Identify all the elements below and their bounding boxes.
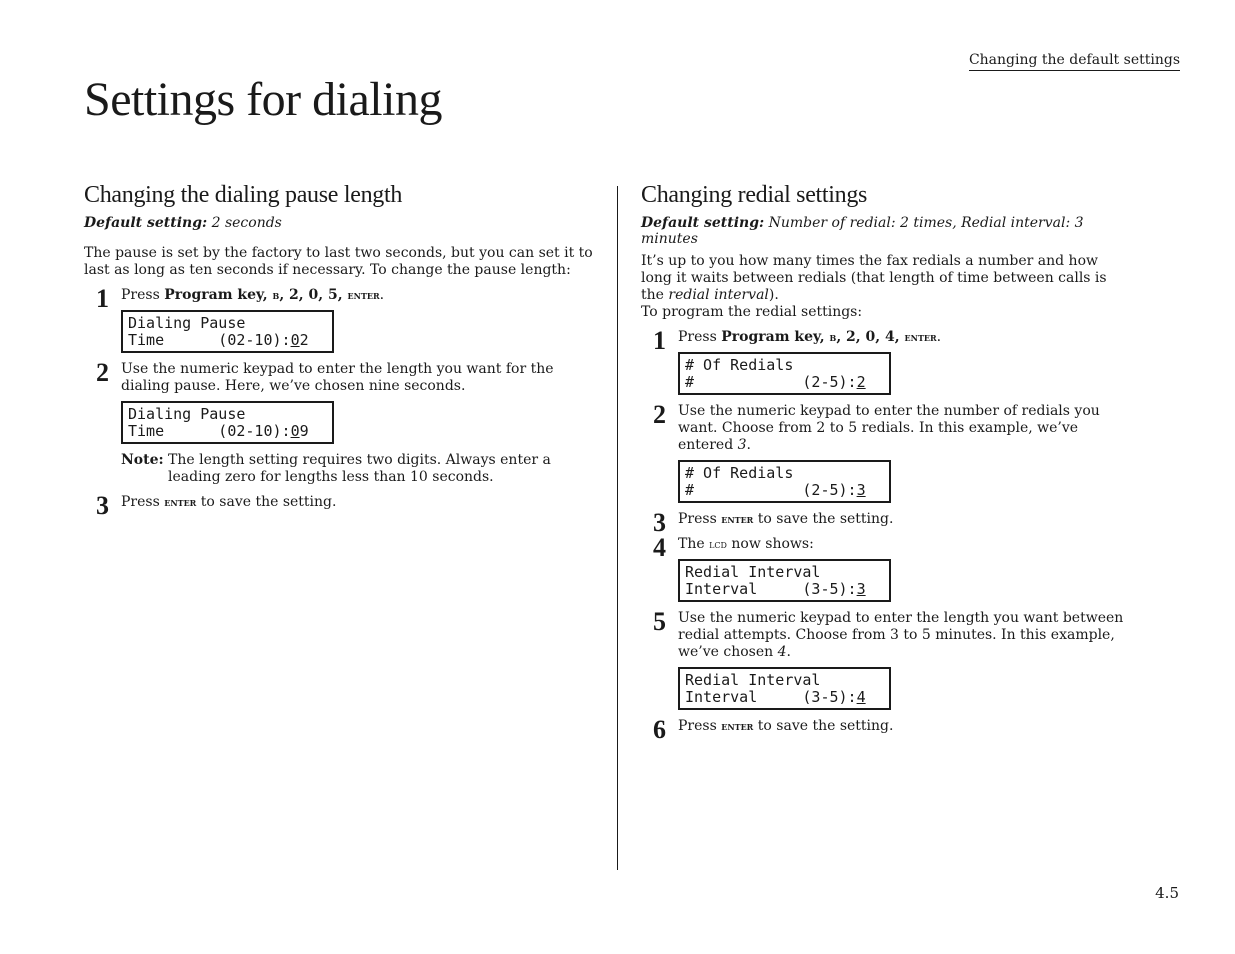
lcd-cursor: 2 xyxy=(856,373,866,391)
step-number: 3 xyxy=(653,508,666,537)
step-text-part: now shows: xyxy=(726,536,814,552)
step-1 xyxy=(641,326,1131,395)
step-number: 4 xyxy=(653,533,666,562)
running-head: Changing the default settings xyxy=(969,52,1180,71)
step-text-part: to save the setting. xyxy=(753,511,894,527)
default-setting xyxy=(641,215,1131,247)
intro-paragraph-2: To program the redial settings: xyxy=(641,304,863,320)
step-text xyxy=(121,494,594,511)
program-key-label: Program key, xyxy=(721,329,830,345)
intro-paragraph: The pause is set by the factory to last two seconds, but you can set it to last as long as ten seconds if necessary. To change the pause length: xyxy=(84,245,593,278)
default-setting-value: 2 seconds xyxy=(211,215,282,231)
step-emphasis: 3 xyxy=(737,437,747,453)
step-number: 5 xyxy=(653,607,666,636)
default-setting-label: Default setting: xyxy=(84,215,208,231)
step-number: 3 xyxy=(96,491,109,520)
enter-key-label: enter xyxy=(721,512,754,526)
page-number: 4.5 xyxy=(1155,884,1179,902)
lcd-cursor: 0 xyxy=(290,331,300,349)
step-text xyxy=(678,536,1131,553)
step-text-part: Use the numeric keypad to enter the number of redials you want. Choose from 2 to 5 redials. In this example, we’ve entered xyxy=(678,403,1100,453)
section-heading: Changing the dialing pause length xyxy=(84,182,403,208)
lcd-display xyxy=(121,401,334,444)
enter-key-label: enter xyxy=(721,719,754,733)
step-emphasis: 4 xyxy=(777,644,787,660)
lcd-text: # (2-5): xyxy=(685,481,857,499)
step-text xyxy=(678,610,1131,661)
lcd-line-2 xyxy=(685,689,885,706)
section-redial-settings xyxy=(641,182,1131,743)
lcd-line-1: # Of Redials xyxy=(685,464,794,482)
step-number: 1 xyxy=(96,284,109,313)
step-text: Use the numeric keypad to enter the length you want for the dialing pause. Here, we’ve chosen nine seconds. xyxy=(121,361,554,394)
step-number: 6 xyxy=(653,715,666,744)
step-text-part: Press xyxy=(121,494,165,510)
lcd-text: Time (02-10): xyxy=(128,331,291,349)
step-text-part: to save the setting. xyxy=(753,718,894,734)
step-text xyxy=(678,329,1131,346)
lcd-text: Time (02-10): xyxy=(128,422,291,440)
program-key-label: Program key, xyxy=(164,287,273,303)
lcd-display xyxy=(678,667,891,710)
step-number: 2 xyxy=(96,358,109,387)
lcd-line-1: Redial Interval xyxy=(685,671,821,689)
step-text xyxy=(678,718,1131,735)
lcd-line-2 xyxy=(128,332,328,349)
step-text-part: Use the numeric keypad to enter the length you want between redial attempts. Choose from 3 to 5 minutes. In this example, we’ve chosen xyxy=(678,610,1124,660)
lcd-display xyxy=(121,310,334,353)
step-text xyxy=(121,287,594,304)
step-3 xyxy=(641,508,1131,537)
step-2 xyxy=(641,400,1131,503)
lcd-text: 9 xyxy=(299,422,309,440)
lcd-abbreviation: lcd xyxy=(709,537,727,551)
step-text-part: . xyxy=(936,329,942,345)
lcd-cursor: 3 xyxy=(856,580,866,598)
key-sequence: , 2, 0, 5, xyxy=(279,287,348,303)
lcd-cursor: 3 xyxy=(856,481,866,499)
lcd-line-1: Dialing Pause xyxy=(128,405,246,423)
step-text xyxy=(678,403,1131,454)
lcd-line-2 xyxy=(685,581,885,598)
lcd-display xyxy=(678,559,891,602)
default-setting-label: Default setting: xyxy=(641,215,765,231)
lcd-line-1: Redial Interval xyxy=(685,563,821,581)
default-setting-value: Number of redial: 2 times, Redial interval: 3 minutes xyxy=(641,215,1084,247)
step-text-part: to save the setting. xyxy=(196,494,337,510)
step-text-part: Press xyxy=(678,329,722,345)
column-divider xyxy=(617,186,618,870)
default-setting xyxy=(84,215,594,231)
step-text xyxy=(678,511,1131,528)
lcd-line-2 xyxy=(128,423,328,440)
step-4 xyxy=(641,533,1131,602)
step-text-part: Press xyxy=(121,287,165,303)
lcd-line-2 xyxy=(685,374,885,391)
lcd-cursor: 0 xyxy=(290,422,300,440)
step-number: 1 xyxy=(653,326,666,355)
intro-emphasis: redial interval xyxy=(668,287,769,303)
step-1 xyxy=(84,284,594,353)
step-number: 2 xyxy=(653,400,666,429)
section-heading: Changing redial settings xyxy=(641,182,868,208)
intro-text: ). xyxy=(768,287,779,303)
step-text-part: The xyxy=(678,536,710,552)
lcd-display xyxy=(678,352,891,395)
note-text: The length setting requires two digits. Always enter a leading zero for lengths less than 10 seconds. xyxy=(168,452,551,485)
step-2 xyxy=(84,358,594,444)
step-5 xyxy=(641,607,1131,710)
section-dialing-pause xyxy=(84,182,594,519)
enter-key-label: enter xyxy=(904,330,937,344)
step-text-part: . xyxy=(786,644,791,660)
key-sequence: , 2, 0, 4, xyxy=(836,329,905,345)
lcd-text: Interval (3-5): xyxy=(685,580,857,598)
lcd-line-1: Dialing Pause xyxy=(128,314,246,332)
step-text-part: Press xyxy=(678,511,722,527)
lcd-line-2 xyxy=(685,482,885,499)
enter-key-label: enter xyxy=(347,288,380,302)
key-b-label: b xyxy=(829,330,837,344)
lcd-text: # (2-5): xyxy=(685,373,857,391)
intro-text: It’s up to you how many times the fax redials a number and how long it waits between redials (that length of time between calls is the xyxy=(641,253,1107,303)
lcd-text: Interval (3-5): xyxy=(685,688,857,706)
key-b-label: b xyxy=(272,288,280,302)
step-3 xyxy=(84,491,594,520)
lcd-line-1: # Of Redials xyxy=(685,356,794,374)
step-6 xyxy=(641,715,1131,744)
lcd-text: 2 xyxy=(299,331,309,349)
lcd-display xyxy=(678,460,891,503)
note-label: Note: xyxy=(121,452,164,468)
note xyxy=(121,452,594,486)
step-text-part: Press xyxy=(678,718,722,734)
enter-key-label: enter xyxy=(164,495,197,509)
step-text-part: . xyxy=(746,437,751,453)
page-title: Settings for dialing xyxy=(84,73,442,126)
intro-paragraph xyxy=(641,253,1131,304)
lcd-cursor: 4 xyxy=(856,688,866,706)
step-text-part: . xyxy=(379,287,385,303)
